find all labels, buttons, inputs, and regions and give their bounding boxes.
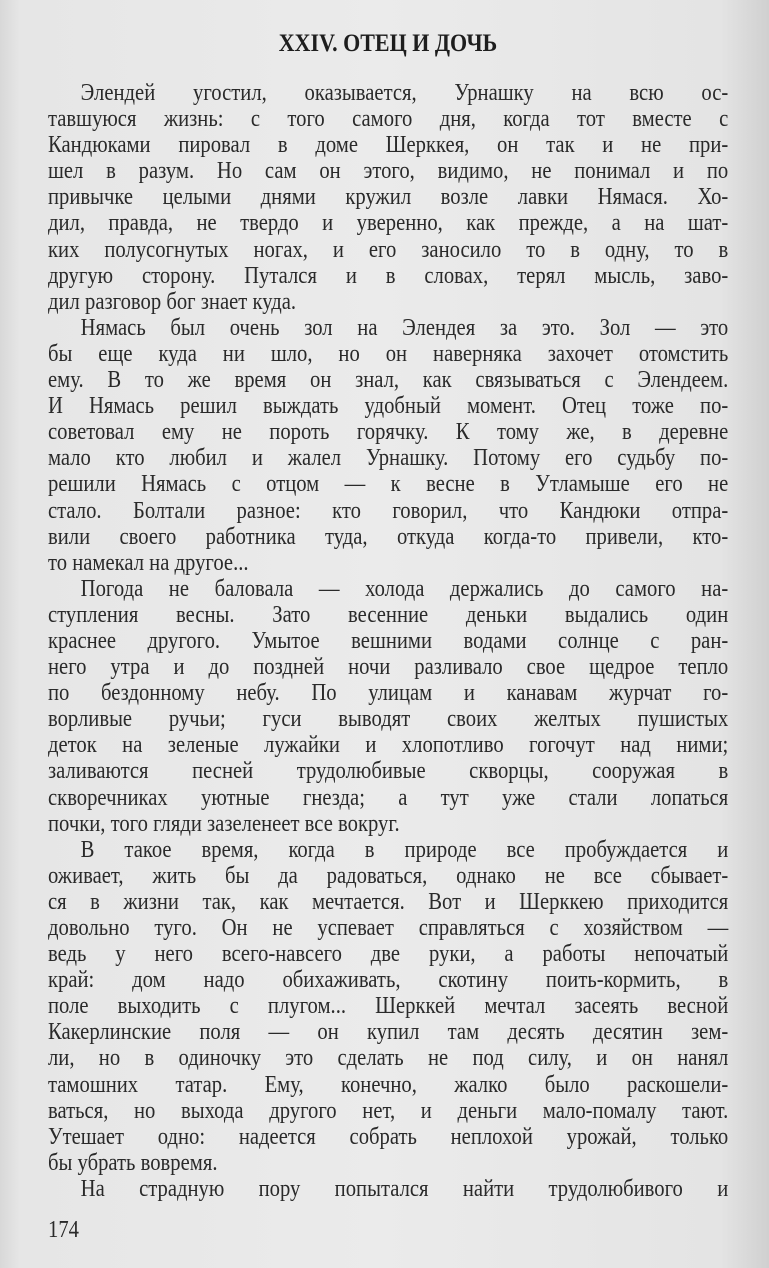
text-line: советовал ему не пороть горячку. К тому же, в деревне bbox=[48, 419, 729, 446]
text-line: краснее другого. Умытое вешними водами солнце с ран- bbox=[48, 627, 729, 654]
text-line: Погода не баловала — холода держались до самого на- bbox=[80, 575, 729, 602]
text-line: ких полусогнутых ногах, и его заносило то в одну, то в bbox=[48, 236, 729, 263]
text-line: Нямась был очень зол на Элендея за это. Зол — это bbox=[80, 314, 729, 341]
text-line: вили своего работника туда, откуда когда-то привели, кто- bbox=[48, 523, 729, 550]
text-line: другую сторону. Путался и в словах, терял мысль, заво- bbox=[48, 262, 729, 289]
page-number: 174 bbox=[48, 1217, 79, 1243]
text-line: него утра и до поздней ночи разливало свое щедрое тепло bbox=[48, 654, 729, 681]
text-line: деток на зеленые лужайки и хлопотливо гогочут над ними; bbox=[48, 732, 729, 759]
text-line: почки, того гляди зазеленеет все вокруг. bbox=[48, 810, 400, 837]
body-text bbox=[48, 80, 728, 1202]
text-line: тамошних татар. Ему, конечно, жалко было раскошели- bbox=[48, 1071, 729, 1098]
text-line: ступления весны. Зато весенние деньки выдались один bbox=[48, 601, 729, 628]
text-line: бы убрать вовремя. bbox=[48, 1149, 218, 1176]
text-line: В такое время, когда в природе все пробуждается и bbox=[80, 836, 729, 863]
text-line: довольно туго. Он не успевает справляться с хозяйством — bbox=[48, 915, 729, 941]
text-line: Кандюками пировал в доме Шерккея, он так и не при- bbox=[48, 132, 729, 159]
text-line: решили Нямась с отцом — к весне в Утламыше его не bbox=[48, 471, 729, 498]
text-line: ваться, но выхода другого нет, и деньги мало-помалу тают. bbox=[48, 1097, 729, 1124]
text-line: привычке целыми днями кружил возле лавки Нямася. Хо- bbox=[48, 184, 729, 211]
text-line: тавшуюся жизнь: с того самого дня, когда тот вместе с bbox=[48, 106, 729, 133]
text-line: оживает, жить бы да радоваться, однако не все сбывает- bbox=[48, 862, 729, 889]
text-line: поле выходить с плугом... Шерккей мечтал засеять весной bbox=[48, 993, 729, 1020]
text-line: Какерлинские поля — он купил там десять десятин зем- bbox=[48, 1019, 729, 1046]
text-line: На страдную пору попытался найти трудолюбивого и bbox=[80, 1175, 729, 1202]
text-line: по бездонному небу. По улицам и канавам журчат го- bbox=[48, 680, 729, 707]
text-line: И Нямась решил выждать удобный момент. Отец тоже по- bbox=[48, 393, 729, 420]
text-line: заливаются песней трудолюбивые скворцы, сооружая в bbox=[48, 758, 729, 785]
text-line: край: дом надо обихаживать, скотину поить-кормить, в bbox=[48, 967, 729, 994]
text-line: Элендей угостил, оказывается, Урнашку на всю ос- bbox=[80, 80, 729, 106]
text-line: то намекал на другое... bbox=[48, 549, 249, 576]
text-line: стало. Болтали разное: кто говорил, что Кандюки отпра- bbox=[48, 497, 729, 524]
text-line: ли, но в одиночку это сделать не под силу, и он нанял bbox=[48, 1045, 729, 1072]
text-line: скворечниках уютные гнезда; а тут уже стали лопаться bbox=[48, 784, 729, 811]
text-line: ему. В то же время он знал, как связываться с Элендеем. bbox=[48, 367, 729, 394]
text-line: Утешает одно: надеется собрать неплохой урожай, только bbox=[48, 1123, 729, 1150]
chapter-title: XXIV. ОТЕЦ И ДОЧЬ bbox=[278, 30, 498, 57]
text-line: ведь у него всего-навсего две руки, а работы непочатый bbox=[48, 941, 729, 968]
text-line: бы еще куда ни шло, но он наверняка захочет отомстить bbox=[48, 340, 729, 367]
text-line: шел в разум. Но сам он этого, видимо, не понимал и по bbox=[48, 158, 729, 185]
text-line: дил разговор бог знает куда. bbox=[48, 288, 297, 315]
text-line: дил, правда, не твердо и уверенно, как прежде, а на шат- bbox=[48, 210, 729, 237]
text-line: ся в жизни так, как мечтается. Вот и Шерккею приходится bbox=[48, 888, 729, 915]
text-line: ворливые ручьи; гуси выводят своих желтых пушистых bbox=[48, 706, 729, 733]
text-line: мало кто любил и жалел Урнашку. Потому его судьбу по- bbox=[48, 445, 729, 472]
